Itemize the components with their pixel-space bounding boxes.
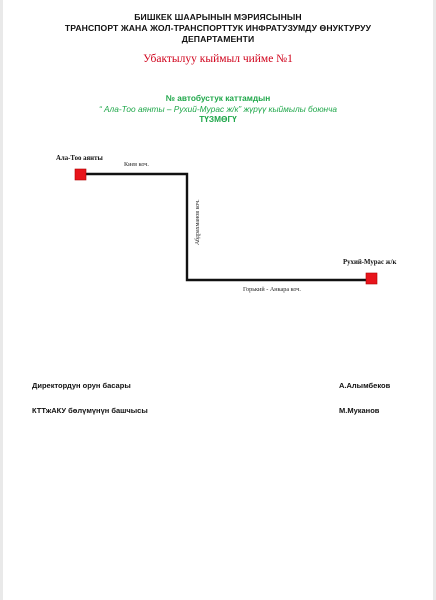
header-line-1: БИШКЕК ШААРЫНЫН МЭРИЯСЫНЫН — [134, 12, 302, 22]
header-line-3: ДЕПАРТАМЕНТИ — [181, 34, 255, 44]
route-title-line-3: ТҮЗМӨГҮ — [199, 114, 237, 124]
street-label-kiev: Киев коч. — [124, 161, 149, 168]
document-subtitle: Убактылуу кыймыл чийме №1 — [143, 53, 293, 65]
start-stop-marker — [75, 169, 86, 180]
start-stop-label: Ала-Тоо аянты — [56, 155, 103, 162]
end-stop-marker — [366, 273, 377, 284]
route-title-line-2: “ Ала-Тоо аянты – Рухий-Мурас ж/к” жүрүү кыймылы боюнча — [98, 104, 338, 114]
signature-name-1: А.Алымбеков — [339, 381, 391, 390]
end-stop-label: Рухий-Мурас ж/к — [343, 259, 397, 266]
signature-name-2: М.Муканов — [339, 406, 380, 415]
street-label-abdrakhmanov: Абдрахманов коч. — [195, 199, 201, 245]
signature-role-2: КТТжАКУ бөлүмүнүн башчысы — [32, 406, 148, 415]
route-line — [80, 174, 371, 280]
header-line-2: ТРАНСПОРТ ЖАНА ЖОЛ-ТРАНСПОРТТУК ИНФРАТУЗУМДУ ӨНУКТУРУУ — [64, 23, 372, 33]
route-title-line-1: № автобустук каттамдын — [165, 93, 271, 103]
signature-role-1: Директордун орун басары — [32, 381, 131, 390]
street-label-gorky-ankara: Горький - Анкара коч. — [243, 286, 301, 293]
